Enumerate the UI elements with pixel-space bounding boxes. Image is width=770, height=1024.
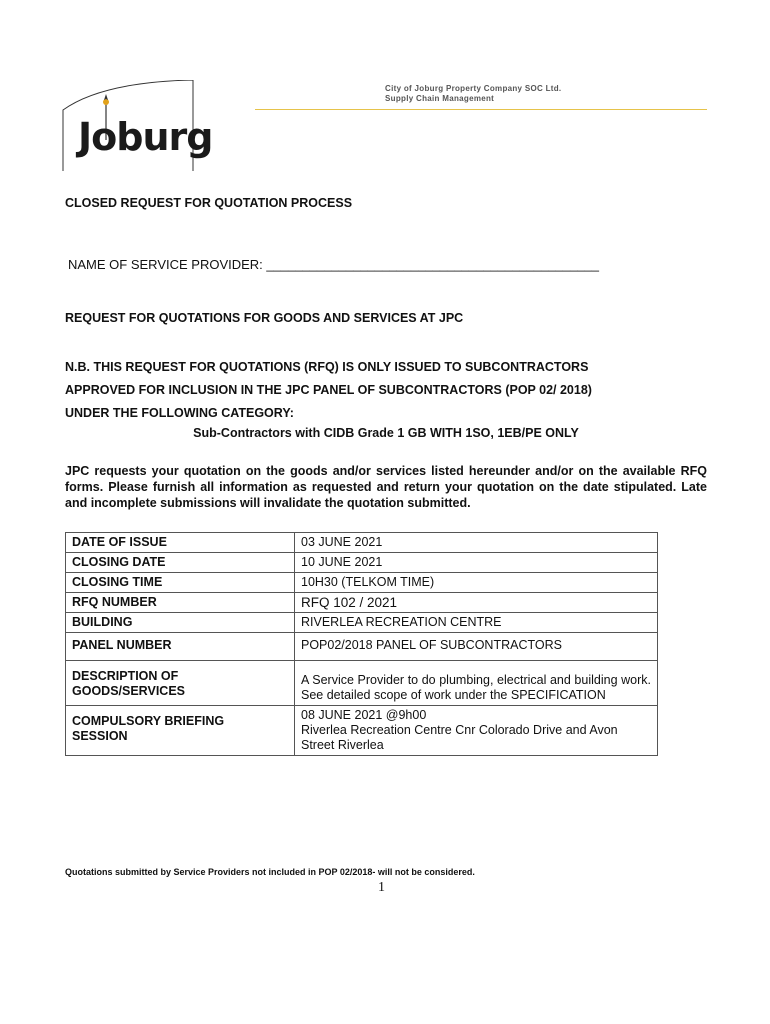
closing-date-value: 10 JUNE 2021	[295, 553, 658, 573]
document-subtitle: REQUEST FOR QUOTATIONS FOR GOODS AND SERVICES AT JPC	[65, 311, 464, 325]
company-header	[385, 84, 561, 104]
company-name: City of Joburg Property Company SOC Ltd.	[385, 84, 562, 93]
table-row	[66, 613, 658, 633]
service-provider-field: NAME OF SERVICE PROVIDER: ______________________________________________	[68, 257, 599, 272]
table-row	[66, 573, 658, 593]
nb-line-3: UNDER THE FOLLOWING CATEGORY:	[65, 406, 294, 420]
rfq-details-table	[65, 532, 658, 756]
closing-date-label: CLOSING DATE	[66, 553, 295, 573]
briefing-value	[295, 706, 658, 756]
document-title: CLOSED REQUEST FOR QUOTATION PROCESS	[65, 196, 353, 210]
page-number: 1	[378, 880, 385, 895]
category: Sub-Contractors with CIDB Grade 1 GB WITH 1SO, 1EB/PE ONLY	[193, 426, 579, 440]
table-row	[66, 633, 658, 661]
closing-time-label: CLOSING TIME	[66, 573, 295, 593]
date-of-issue-label: DATE OF ISSUE	[66, 533, 295, 553]
description-label: DESCRIPTION OF GOODS/SERVICES	[66, 661, 295, 706]
nb-line-1: N.B. THIS REQUEST FOR QUOTATIONS (RFQ) IS ONLY ISSUED TO SUBCONTRACTORS	[65, 360, 589, 374]
panel-number-value: POP02/2018 PANEL OF SUBCONTRACTORS	[295, 633, 658, 661]
header-divider	[255, 109, 707, 110]
briefing-location: Riverlea Recreation Centre Cnr Colorado Drive and Avon Street Riverlea	[301, 723, 618, 752]
panel-number-label: PANEL NUMBER	[66, 633, 295, 661]
building-label: BUILDING	[66, 613, 295, 633]
table-row	[66, 706, 658, 756]
nb-line-2: APPROVED FOR INCLUSION IN THE JPC PANEL OF SUBCONTRACTORS (POP 02/ 2018)	[65, 383, 592, 397]
table-row	[66, 533, 658, 553]
logo-text: Joburg	[78, 115, 213, 159]
company-department: Supply Chain Management	[385, 94, 495, 103]
table-row	[66, 593, 658, 613]
joburg-logo	[62, 80, 213, 172]
building-value: RIVERLEA RECREATION CENTRE	[295, 613, 658, 633]
briefing-date: 08 JUNE 2021 @9h00	[301, 708, 427, 722]
footer-note: Quotations submitted by Service Providers not included in POP 02/2018- will not be considered.	[65, 867, 475, 877]
table-row	[66, 553, 658, 573]
description-value: A Service Provider to do plumbing, electrical and building work. See detailed scope of work under the SPECIFICATION	[295, 661, 658, 706]
closing-time-value: 10H30 (TELKOM TIME)	[295, 573, 658, 593]
table-row	[66, 661, 658, 706]
rfq-number-value: RFQ 102 / 2021	[295, 593, 658, 613]
nb-notice	[65, 356, 592, 425]
date-of-issue-value: 03 JUNE 2021	[295, 533, 658, 553]
jpc-request-paragraph: JPC requests your quotation on the goods and/or services listed hereunder and/or on the available RFQ forms. Please furnish all information as requested and return your quotation on the date stipulated. Late and incomplete submissions will invalidate the quotation submitted.	[65, 464, 707, 510]
rfq-number-label: RFQ NUMBER	[66, 593, 295, 613]
briefing-label: COMPULSORY BRIEFING SESSION	[66, 706, 295, 756]
